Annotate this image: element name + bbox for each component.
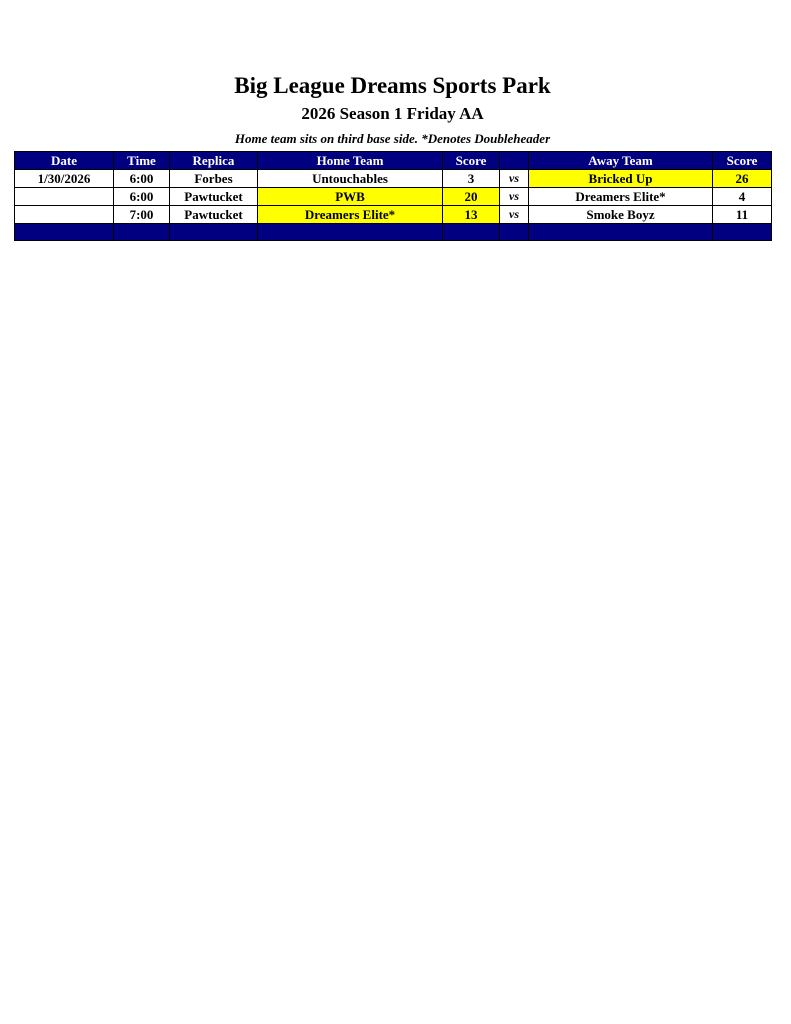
column-header-away-team: Away Team: [529, 152, 713, 170]
cell-home-score: 3: [443, 170, 500, 188]
cell-home-score: 20: [443, 188, 500, 206]
cell-replica: Pawtucket: [170, 206, 258, 224]
table-row: [15, 188, 772, 206]
cell-date: [15, 188, 114, 206]
cell-away-team: Smoke Boyz: [529, 206, 713, 224]
footer-cell: [258, 224, 443, 241]
footer-cell: [529, 224, 713, 241]
footer-cell: [500, 224, 529, 241]
schedule-table: [14, 151, 772, 241]
table-row: [15, 206, 772, 224]
page-title: Big League Dreams Sports Park: [234, 73, 551, 98]
table-footer-row: [15, 224, 772, 241]
column-header-home-score: Score: [443, 152, 500, 170]
cell-away-score: 11: [713, 206, 772, 224]
table-header-row: [15, 152, 772, 170]
footer-cell: [443, 224, 500, 241]
footer-cell: [114, 224, 170, 241]
column-header-away-score: Score: [713, 152, 772, 170]
cell-replica: Pawtucket: [170, 188, 258, 206]
cell-date: [15, 206, 114, 224]
cell-away-score: 26: [713, 170, 772, 188]
column-header-replica: Replica: [170, 152, 258, 170]
footer-cell: [713, 224, 772, 241]
cell-date: 1/30/2026: [15, 170, 114, 188]
cell-away-score: 4: [713, 188, 772, 206]
column-header-home-team: Home Team: [258, 152, 443, 170]
column-header-vs: [500, 152, 529, 170]
cell-time: 7:00: [114, 206, 170, 224]
table-row: [15, 170, 772, 188]
footer-cell: [15, 224, 114, 241]
cell-away-team: Bricked Up: [529, 170, 713, 188]
cell-replica: Forbes: [170, 170, 258, 188]
cell-home-team: Untouchables: [258, 170, 443, 188]
cell-home-team: PWB: [258, 188, 443, 206]
cell-vs: vs: [500, 170, 529, 188]
schedule-note: Home team sits on third base side. *Denotes Doubleheader: [234, 131, 551, 146]
cell-away-team: Dreamers Elite*: [529, 188, 713, 206]
footer-cell: [170, 224, 258, 241]
cell-home-score: 13: [443, 206, 500, 224]
page-subtitle: 2026 Season 1 Friday AA: [301, 104, 484, 123]
cell-vs: vs: [500, 206, 529, 224]
cell-time: 6:00: [114, 170, 170, 188]
column-header-time: Time: [114, 152, 170, 170]
cell-time: 6:00: [114, 188, 170, 206]
cell-home-team: Dreamers Elite*: [258, 206, 443, 224]
cell-vs: vs: [500, 188, 529, 206]
column-header-date: Date: [15, 152, 114, 170]
